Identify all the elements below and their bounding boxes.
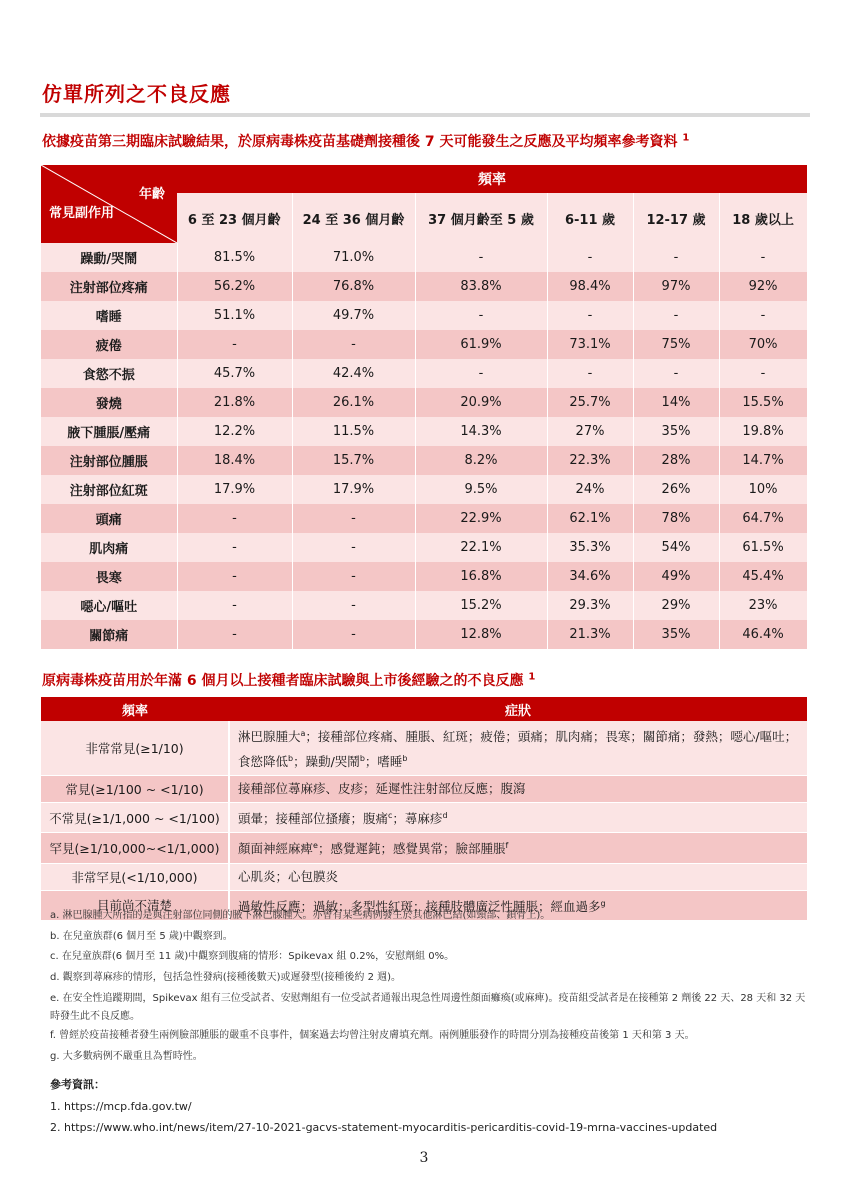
frequency-cell: 42.4% [292, 359, 415, 388]
frequency-cell: 26.1% [292, 388, 415, 417]
symptom-text: ；躁動/哭鬧 [293, 754, 360, 770]
footnotes [50, 906, 810, 1067]
frequency-cell: 61.5% [719, 533, 807, 562]
frequency-cell: 17.9% [177, 475, 292, 504]
frequency-cell: - [547, 243, 633, 272]
section2-title [42, 670, 535, 690]
table-row [41, 330, 807, 359]
frequency-cell: 22.9% [415, 504, 547, 533]
section1-title [42, 131, 689, 151]
frequency-cell: 34.6% [547, 562, 633, 591]
frequency-cell: 26% [633, 475, 719, 504]
frequency-cell: 14.7% [719, 446, 807, 475]
table-row [41, 591, 807, 620]
section1-title-sup: 1 [682, 132, 690, 144]
frequency-cell: 25.7% [547, 388, 633, 417]
adverse-reactions-table [41, 697, 807, 921]
symptoms-cell [229, 863, 807, 890]
frequency-cell: 14.3% [415, 417, 547, 446]
footnote-marker: c [388, 811, 393, 821]
side-effect-name: 躁動/哭鬧 [41, 243, 177, 272]
frequency-cell: 45.4% [719, 562, 807, 591]
corner-side-effect-label: 常見副作用 [49, 206, 115, 221]
reference-item: 2. https://www.who.int/news/item/27-10-2021-gacvs-statement-myocarditis-pericarditis-covid-19-mrna-vaccines-updated [50, 1121, 718, 1134]
symptom-text: 心肌炎；心包膜炎 [238, 868, 339, 884]
frequency-cell: - [292, 620, 415, 649]
table-row [41, 301, 807, 330]
table-row [41, 475, 807, 504]
table-row [41, 620, 807, 649]
frequency-cell: 14% [633, 388, 719, 417]
table-row [41, 776, 807, 803]
symptom-text: ；蕁麻疹 [392, 811, 443, 827]
frequency-cell: - [292, 504, 415, 533]
frequency-cell: - [719, 243, 807, 272]
frequency-category: 非常常見(≥1/10) [41, 721, 229, 776]
symptom-text: 淋巴腺腫大 [238, 729, 301, 745]
frequency-cell: - [177, 504, 292, 533]
footnote-item: e. 在安全性追蹤期間，Spikevax 組有三位受試者、安慰劑組有一位受試者通報出現急性周邊性顏面癱瘓(或麻痺)。疫苗組受試者是在接種第 2 劑後 22 天、28 天和 32 天時發生此不良反應。 [50, 993, 806, 1022]
side-effect-name: 嗜睡 [41, 301, 177, 330]
frequency-cell: 97% [633, 272, 719, 301]
table-row [41, 803, 807, 833]
frequency-cell: - [547, 301, 633, 330]
footnote-item: f. 曾經於疫苗接種者發生兩例臉部腫脹的嚴重不良事件，個案過去均曾注射皮膚填充劑。兩例腫脹發作的時間分別為接種疫苗後第 1 天和第 3 天。 [50, 1030, 695, 1041]
frequency-category: 常見(≥1/100 ~ <1/10) [41, 776, 229, 803]
frequency-cell: 64.7% [719, 504, 807, 533]
symptom-text: 頭暈；接種部位搔癢；腹痛 [238, 811, 389, 827]
frequency-cell: 19.8% [719, 417, 807, 446]
footnote-marker: b [402, 754, 408, 764]
age-group-header: 18 歲以上 [719, 193, 807, 243]
frequency-cell: 8.2% [415, 446, 547, 475]
table-row [41, 446, 807, 475]
frequency-category: 目前尚不清楚 [41, 890, 229, 920]
table-row [41, 417, 807, 446]
footnote-marker: e [313, 841, 318, 851]
table-row [41, 562, 807, 591]
side-effect-name: 食慾不振 [41, 359, 177, 388]
table-row [41, 833, 807, 863]
symptom-text: ；感覺遲鈍；感覺異常；臉部腫脹 [317, 841, 506, 857]
frequency-cell: 15.5% [719, 388, 807, 417]
page-title: 仿單所列之不良反應 [42, 82, 231, 106]
frequency-cell: 29% [633, 591, 719, 620]
frequency-cell: - [719, 301, 807, 330]
footnote-marker: g [600, 898, 606, 908]
frequency-cell: - [547, 359, 633, 388]
side-effect-name: 發燒 [41, 388, 177, 417]
frequency-cell: 12.8% [415, 620, 547, 649]
frequency-cell: - [177, 533, 292, 562]
frequency-cell: - [177, 591, 292, 620]
side-effect-name: 頭痛 [41, 504, 177, 533]
frequency-cell: 56.2% [177, 272, 292, 301]
frequency-category: 不常見(≥1/1,000 ~ <1/100) [41, 803, 229, 833]
title-divider [40, 113, 810, 117]
frequency-header: 頻率 [177, 165, 807, 193]
footnote-marker: b [288, 754, 294, 764]
frequency-cell: 49.7% [292, 301, 415, 330]
frequency-cell: 11.5% [292, 417, 415, 446]
frequency-cell: 29.3% [547, 591, 633, 620]
table-row [41, 359, 807, 388]
symptom-text: 接種部位蕁麻疹、皮疹；延遲性注射部位反應；腹瀉 [238, 781, 526, 797]
frequency-cell: 35% [633, 417, 719, 446]
symptoms-cell [229, 721, 807, 776]
frequency-cell: 9.5% [415, 475, 547, 504]
footnote-item: c. 在兒童族群(6 個月至 11 歲)中觀察到腹痛的情形：Spikevax 組 0.2%，安慰劑組 0%。 [50, 951, 455, 962]
frequency-cell: 35.3% [547, 533, 633, 562]
table-row [41, 721, 807, 776]
frequency-cell: 16.8% [415, 562, 547, 591]
frequency-cell: 35% [633, 620, 719, 649]
table-row [41, 504, 807, 533]
frequency-cell: 98.4% [547, 272, 633, 301]
frequency-cell: 28% [633, 446, 719, 475]
side-effect-name: 腋下腫脹/壓痛 [41, 417, 177, 446]
section2-title-sup: 1 [528, 671, 536, 683]
frequency-cell: 54% [633, 533, 719, 562]
page-number: 3 [419, 1150, 429, 1166]
frequency-cell: - [415, 359, 547, 388]
frequency-category: 罕見(≥1/10,000~<1/1,000) [41, 833, 229, 863]
frequency-cell: 76.8% [292, 272, 415, 301]
frequency-cell: 61.9% [415, 330, 547, 359]
age-group-header: 24 至 36 個月齡 [292, 193, 415, 243]
frequency-cell: 45.7% [177, 359, 292, 388]
frequency-cell: 24% [547, 475, 633, 504]
frequency-cell: 21.8% [177, 388, 292, 417]
frequency-cell: 27% [547, 417, 633, 446]
symptom-text: 過敏性反應；過敏；多型性紅斑；接種肢體廣泛性腫脹；經血過多 [238, 898, 601, 914]
frequency-cell: 51.1% [177, 301, 292, 330]
symptoms-cell [229, 776, 807, 803]
frequency-cell: - [292, 562, 415, 591]
frequency-cell: 62.1% [547, 504, 633, 533]
frequency-cell: 83.8% [415, 272, 547, 301]
frequency-cell: 20.9% [415, 388, 547, 417]
symptoms-cell [229, 833, 807, 863]
frequency-category: 非常罕見(<1/10,000) [41, 863, 229, 890]
age-group-header: 12-17 歲 [633, 193, 719, 243]
side-effect-name: 關節痛 [41, 620, 177, 649]
footnote-item: d. 觀察到蕁麻疹的情形，包括急性發病(接種後數天)或遲發型(接種後約 2 週)。 [50, 971, 402, 983]
frequency-cell: 17.9% [292, 475, 415, 504]
corner-age-label: 年齡 [138, 187, 165, 202]
frequency-cell: - [292, 591, 415, 620]
reactions-frequency-table [41, 165, 808, 649]
table-row [41, 863, 807, 890]
table-corner-header [41, 165, 177, 243]
frequency-cell: - [719, 359, 807, 388]
frequency-cell: 78% [633, 504, 719, 533]
frequency-cell: 18.4% [177, 446, 292, 475]
side-effect-name: 噁心/嘔吐 [41, 591, 177, 620]
frequency-cell: - [177, 330, 292, 359]
frequency-cell: - [177, 562, 292, 591]
frequency-cell: 49% [633, 562, 719, 591]
side-effect-name: 肌肉痛 [41, 533, 177, 562]
frequency-cell: - [633, 301, 719, 330]
frequency-cell: 46.4% [719, 620, 807, 649]
footnote-item: a. 淋巴腺腫大所指的是與注射部位同側的腋下淋巴腺腫大。亦曾有某些病例發生於其他淋巴結(如頸部、鎖骨上)。 [50, 910, 551, 921]
frequency-cell: 15.7% [292, 446, 415, 475]
frequency-cell: 10% [719, 475, 807, 504]
frequency-cell: 73.1% [547, 330, 633, 359]
frequency-cell: 71.0% [292, 243, 415, 272]
age-group-header: 6 至 23 個月齡 [177, 193, 292, 243]
frequency-cell: - [292, 330, 415, 359]
footnote-marker: f [505, 841, 509, 851]
frequency-cell: 23% [719, 591, 807, 620]
frequency-cell: - [177, 620, 292, 649]
side-effect-name: 疲倦 [41, 330, 177, 359]
frequency-cell: 12.2% [177, 417, 292, 446]
side-effect-name: 注射部位疼痛 [41, 272, 177, 301]
symptom-column-header: 症狀 [229, 697, 807, 721]
frequency-column-header: 頻率 [41, 697, 229, 721]
footnote-marker: b [359, 754, 365, 764]
footnote-marker: d [442, 811, 448, 821]
frequency-cell: - [292, 533, 415, 562]
frequency-cell: 92% [719, 272, 807, 301]
symptom-text: ；接種部位疼痛、腫脹、紅斑；疲倦；頭痛；肌肉痛；畏寒；關節痛；發熱；噁心/嘔吐；食慾降低 [238, 729, 798, 770]
frequency-cell: - [415, 301, 547, 330]
footnote-marker: a [300, 729, 306, 738]
references [50, 1076, 717, 1138]
frequency-cell: 22.3% [547, 446, 633, 475]
table-row [41, 272, 807, 301]
side-effect-name: 注射部位腫脹 [41, 446, 177, 475]
symptoms-cell [229, 803, 807, 833]
frequency-cell: 15.2% [415, 591, 547, 620]
frequency-cell: 21.3% [547, 620, 633, 649]
age-group-header: 6-11 歲 [547, 193, 633, 243]
frequency-cell: - [633, 243, 719, 272]
side-effect-name: 注射部位紅斑 [41, 475, 177, 504]
side-effect-name: 畏寒 [41, 562, 177, 591]
references-heading: 參考資訊： [50, 1078, 105, 1091]
frequency-cell: 22.1% [415, 533, 547, 562]
section1-title-text: 依據疫苗第三期臨床試驗結果，於原病毒株疫苗基礎劑接種後 7 天可能發生之反應及平均頻率參考資料 [42, 134, 678, 150]
footnote-item: g. 大多數病例不嚴重且為暫時性。 [50, 1050, 203, 1062]
table-row [41, 243, 807, 272]
frequency-cell: - [415, 243, 547, 272]
symptom-text: ；嗜睡 [364, 754, 403, 770]
frequency-cell: - [633, 359, 719, 388]
frequency-cell: 70% [719, 330, 807, 359]
symptom-text: 顏面神經麻痺 [238, 841, 314, 857]
footnote-item: b. 在兒童族群(6 個月至 5 歲)中觀察到。 [50, 930, 233, 942]
frequency-cell: 81.5% [177, 243, 292, 272]
age-group-header: 37 個月齡至 5 歲 [415, 193, 547, 243]
table-row [41, 388, 807, 417]
table-row [41, 533, 807, 562]
section2-title-text: 原病毒株疫苗用於年滿 6 個月以上接種者臨床試驗與上市後經驗之的不良反應 [42, 673, 524, 689]
frequency-cell: 75% [633, 330, 719, 359]
reference-item: 1. https://mcp.fda.gov.tw/ [50, 1100, 192, 1113]
